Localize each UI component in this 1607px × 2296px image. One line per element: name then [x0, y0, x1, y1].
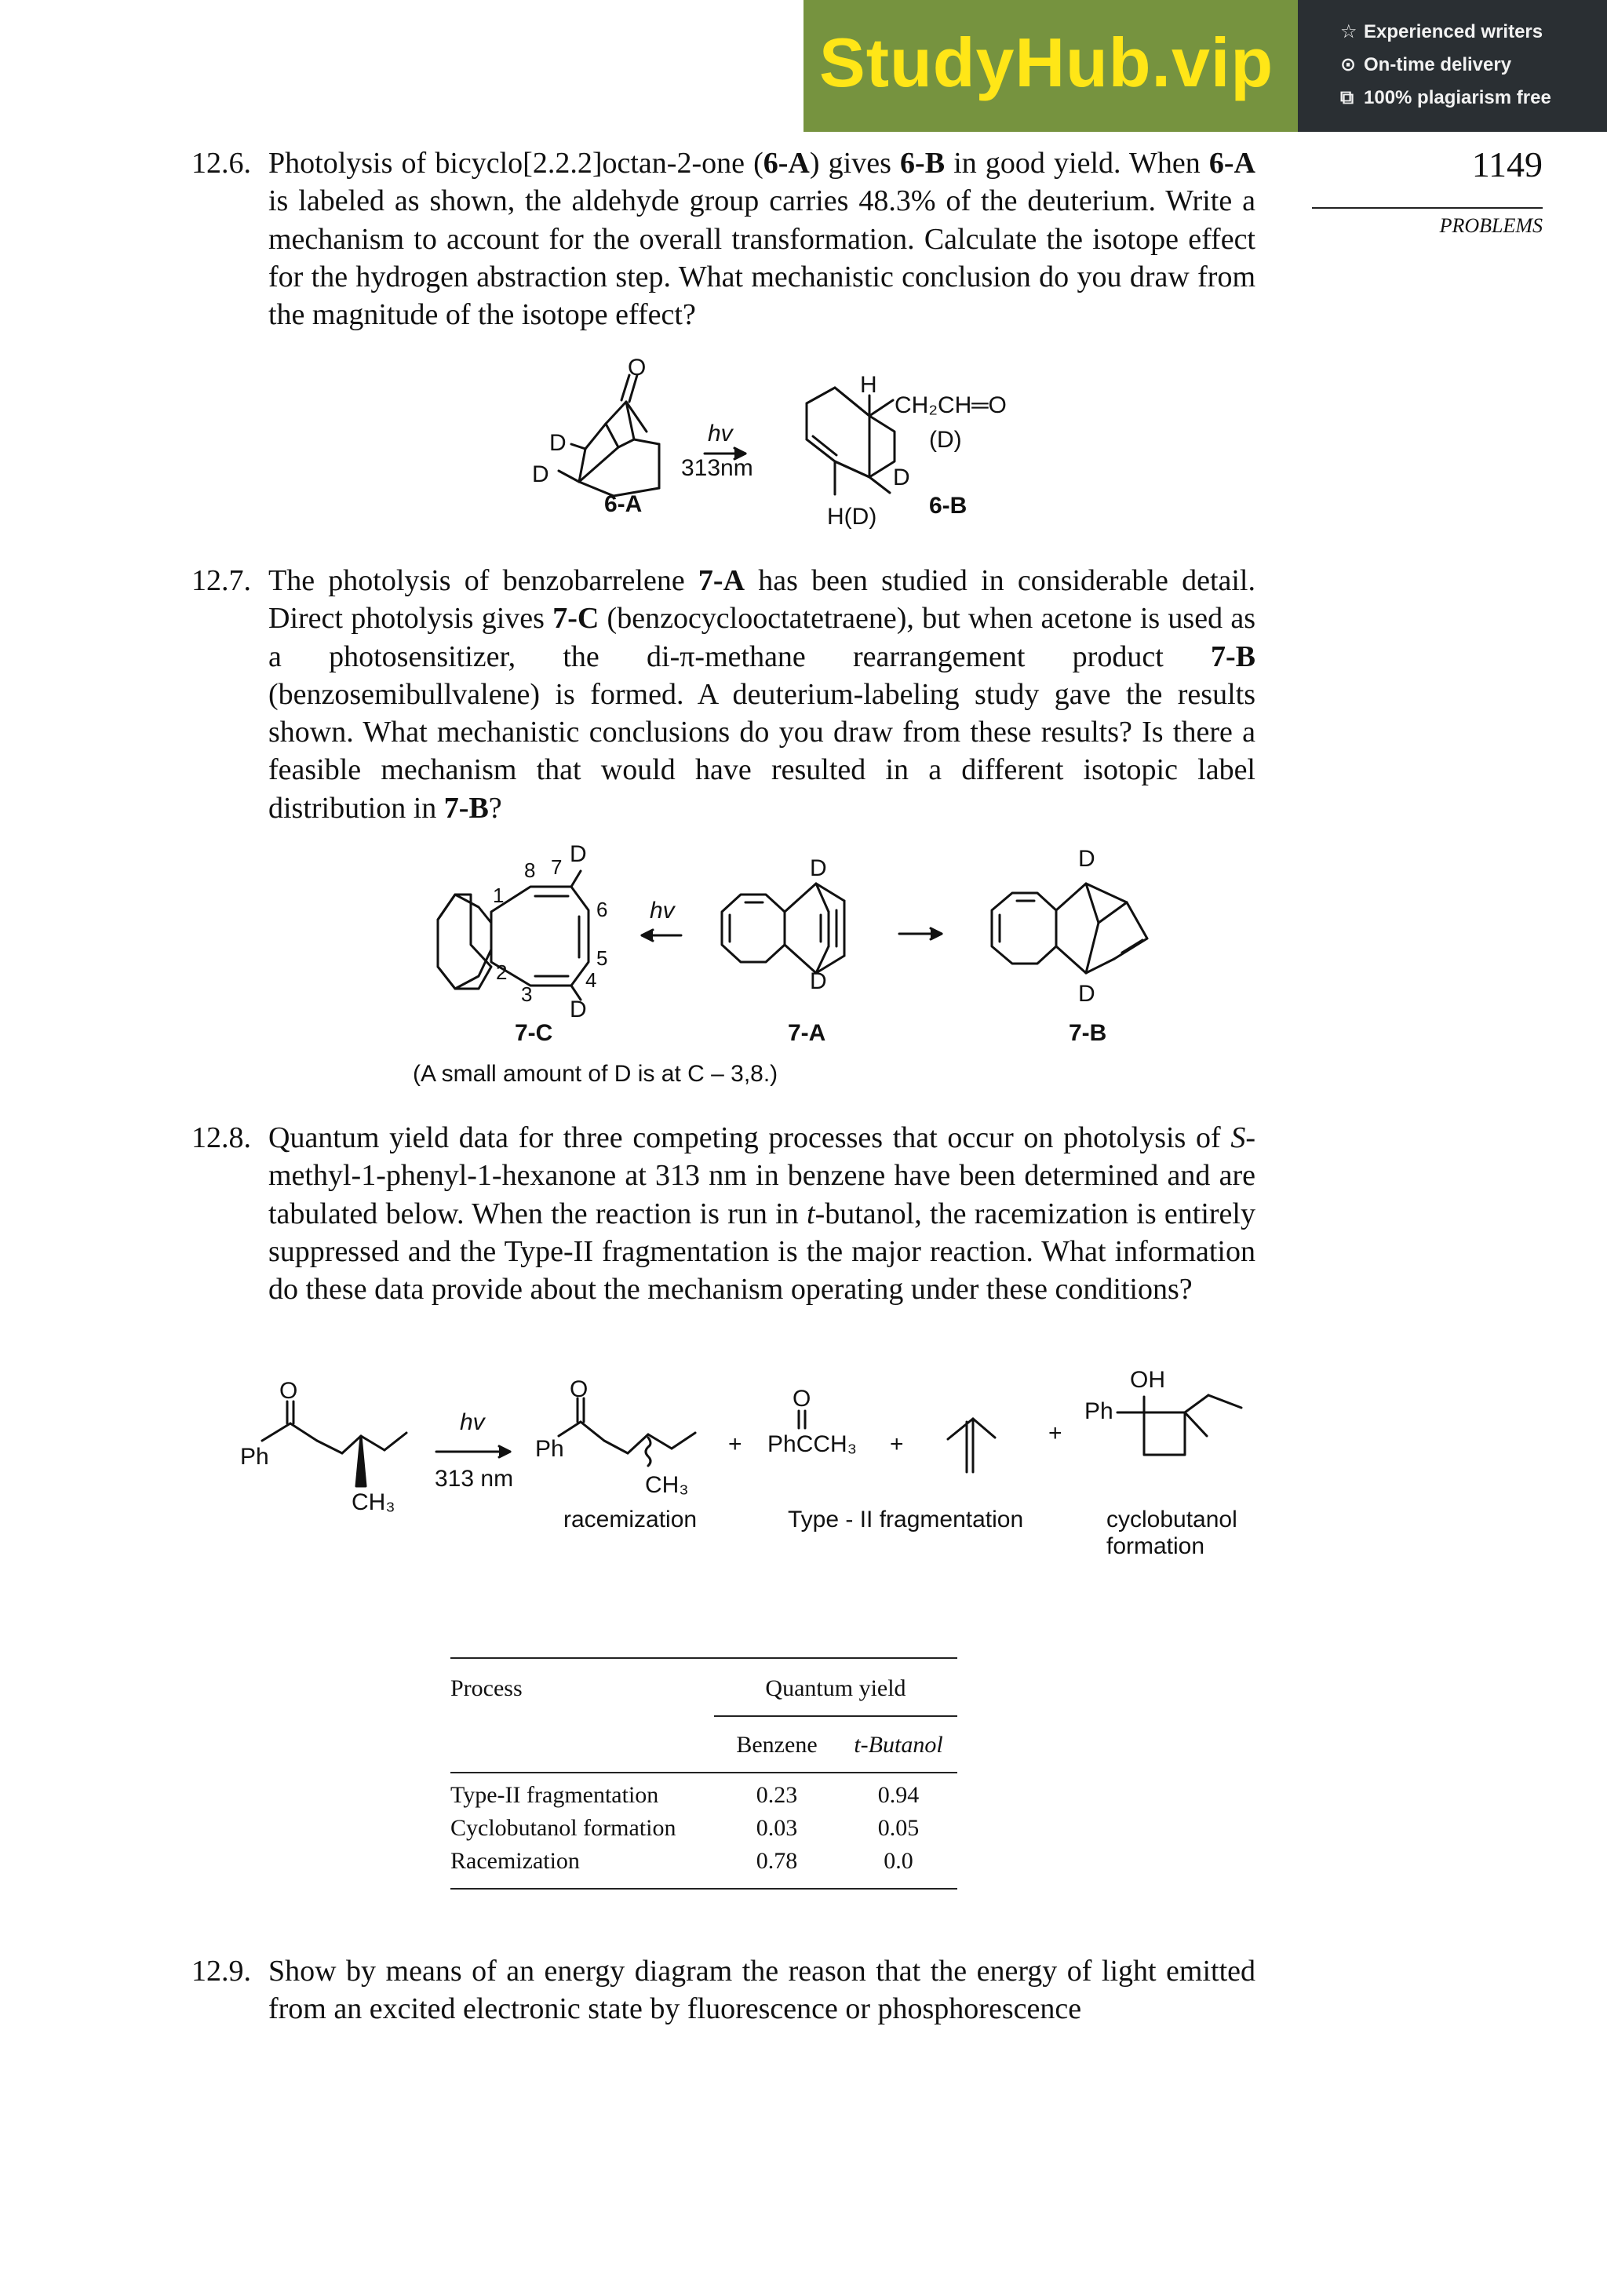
header-benzene: Benzene: [736, 1732, 818, 1758]
label-d: D: [570, 841, 587, 867]
atom-number-4: 4: [585, 968, 597, 992]
label-d: D: [549, 430, 567, 456]
compound-label-7C: 7-C: [515, 1020, 553, 1046]
label-d: D: [810, 968, 827, 994]
atom-number-1: 1: [493, 884, 505, 907]
label-o: O: [628, 355, 647, 381]
atom-number-5: 5: [596, 946, 608, 970]
label-hv: hv: [460, 1409, 485, 1435]
label-plus: +: [1048, 1420, 1062, 1446]
structure-ketone: [262, 1401, 406, 1486]
row-t-butanol: 0.0: [884, 1848, 913, 1874]
label-hd: H(D): [827, 504, 877, 530]
problem-text: Show by means of an energy diagram the reason that the energy of light emitted from an excited electronic state by fluorescence or phosphorescence: [268, 1955, 1255, 2026]
feature-plagiarism-free: ⧉ 100% plagiarism free: [1340, 87, 1551, 108]
label-o: O: [793, 1386, 811, 1412]
problem-number: 12.8.: [191, 1121, 251, 1154]
label-wavelength: 313nm: [681, 455, 753, 481]
structure-acetophenone: [799, 1411, 805, 1428]
atom-number-6: 6: [596, 898, 608, 921]
row-benzene: 0.78: [756, 1848, 798, 1874]
atom-number-8: 8: [524, 858, 536, 882]
label-ph: Ph: [535, 1436, 564, 1462]
problem-text: Photolysis of bicyclo[2.2.2]octan-2-one (6-A) gives 6-B in good yield. When 6-A is labeled as shown, the aldehyde group carries 48.3% of the deuterium. Write a mechanism to account for the overall transformation. Calculate the isotope effect for the hydrogen abstraction step. What mechanistic conclusion do you draw from the magnitude of the isotope effect?: [268, 147, 1255, 332]
label-ch3: CH₃: [645, 1472, 689, 1498]
row-t-butanol: 0.94: [877, 1782, 920, 1808]
row-t-butanol: 0.05: [877, 1815, 920, 1841]
label-d: D: [532, 461, 549, 487]
atom-number-3: 3: [521, 982, 533, 1006]
compound-label-7A: 7-A: [788, 1020, 826, 1046]
label-hv: hv: [650, 898, 675, 924]
row-process: Cyclobutanol formation: [450, 1815, 676, 1841]
feature-on-time-delivery: ⊙ On-time delivery: [1340, 54, 1512, 75]
label-o: O: [570, 1376, 589, 1402]
header-quantum-yield: Quantum yield: [765, 1675, 906, 1701]
label-plus: +: [728, 1431, 742, 1457]
problem-text: Quantum yield data for three competing processes that occur on photolysis of S-methyl-1-phenyl-1-hexanone at 313 nm in benzene have been determined and are tabulated below. When the reaction is run in t-butanol, the racemization is entirely suppressed and the Type-II fragmentation is the major reaction. What information do these data provide about the mechanism operating under these conditions?: [268, 1121, 1255, 1307]
label-phcch3: PhCCH₃: [767, 1431, 857, 1457]
row-benzene: 0.03: [756, 1815, 798, 1841]
label-d-paren: (D): [929, 427, 962, 453]
label-plus: +: [890, 1431, 904, 1457]
table-bottom-rule: [450, 1888, 957, 1890]
section-label: PROBLEMS: [1439, 214, 1543, 237]
structure-racemized: [559, 1398, 695, 1466]
label-o: O: [279, 1378, 298, 1404]
problem-12-9: [191, 1952, 1255, 2028]
row-benzene: 0.23: [756, 1782, 798, 1808]
label-oh: OH: [1130, 1367, 1165, 1393]
header-rule: [450, 1772, 957, 1773]
label-d: D: [810, 855, 827, 881]
problem-number: 12.7.: [191, 564, 251, 597]
problem-number: 12.6.: [191, 147, 251, 180]
scheme-note: (A small amount of D is at C – 3,8.): [413, 1061, 778, 1087]
label-ph: Ph: [1084, 1398, 1113, 1424]
problem-text: The photolysis of benzobarrelene 7-A has been studied in considerable detail. Direct photolysis gives 7-C (benzocyclooctatetraene), but when acetone is used as a photosensitizer, the di-π-methane rearrangement product 7-B (benzosemibullvalene) is formed. A deuterium-labeling study gave the results shown. What mechanistic conclusions do you draw from these results? Is there a feasible mechanism that would have resulted in a different isotopic label distribution in 7-B?: [268, 564, 1255, 825]
label-ph: Ph: [240, 1444, 269, 1470]
structure-cyclobutanol: [1117, 1395, 1241, 1455]
label-d: D: [1078, 846, 1095, 872]
brand-logo-text[interactable]: StudyHub.vip: [819, 24, 1274, 101]
clock-icon: ⊙: [1340, 54, 1357, 75]
atom-number-7: 7: [551, 855, 563, 879]
label-ch3: CH₃: [352, 1489, 395, 1515]
label-wavelength: 313 nm: [435, 1466, 514, 1492]
compound-label-6A: 6-A: [604, 491, 643, 517]
header-process: Process: [450, 1675, 523, 1701]
caption-formation: formation: [1106, 1533, 1205, 1559]
compound-label-6B: 6-B: [929, 493, 967, 519]
label-h: H: [860, 372, 877, 398]
problem-number: 12.9.: [191, 1955, 251, 1988]
label-d: D: [1078, 981, 1095, 1007]
caption-cyclobutanol: cyclobutanol: [1106, 1507, 1237, 1532]
atom-number-2: 2: [496, 960, 508, 984]
caption-racemization: racemization: [563, 1507, 698, 1532]
header-t-butanol: t-Butanol: [854, 1732, 943, 1758]
copy-icon: ⧉: [1340, 87, 1354, 108]
label-d: D: [570, 997, 587, 1022]
label-d: D: [893, 465, 910, 490]
page-number: 1149: [1471, 144, 1543, 184]
caption-type-ii-fragmentation: Type - II fragmentation: [788, 1507, 1024, 1532]
row-process: Type-II fragmentation: [450, 1782, 659, 1808]
feature-experienced-writers: ☆ Experienced writers: [1340, 21, 1543, 42]
label-hv: hv: [708, 421, 733, 446]
table-top-rule: [450, 1657, 957, 1659]
compound-label-7B: 7-B: [1069, 1020, 1107, 1046]
label-chain: CH₂CH═O: [895, 392, 1007, 418]
row-process: Racemization: [450, 1848, 580, 1874]
structure-alkene: [948, 1419, 995, 1472]
star-icon: ☆: [1340, 21, 1357, 42]
group-rule: [714, 1715, 957, 1717]
